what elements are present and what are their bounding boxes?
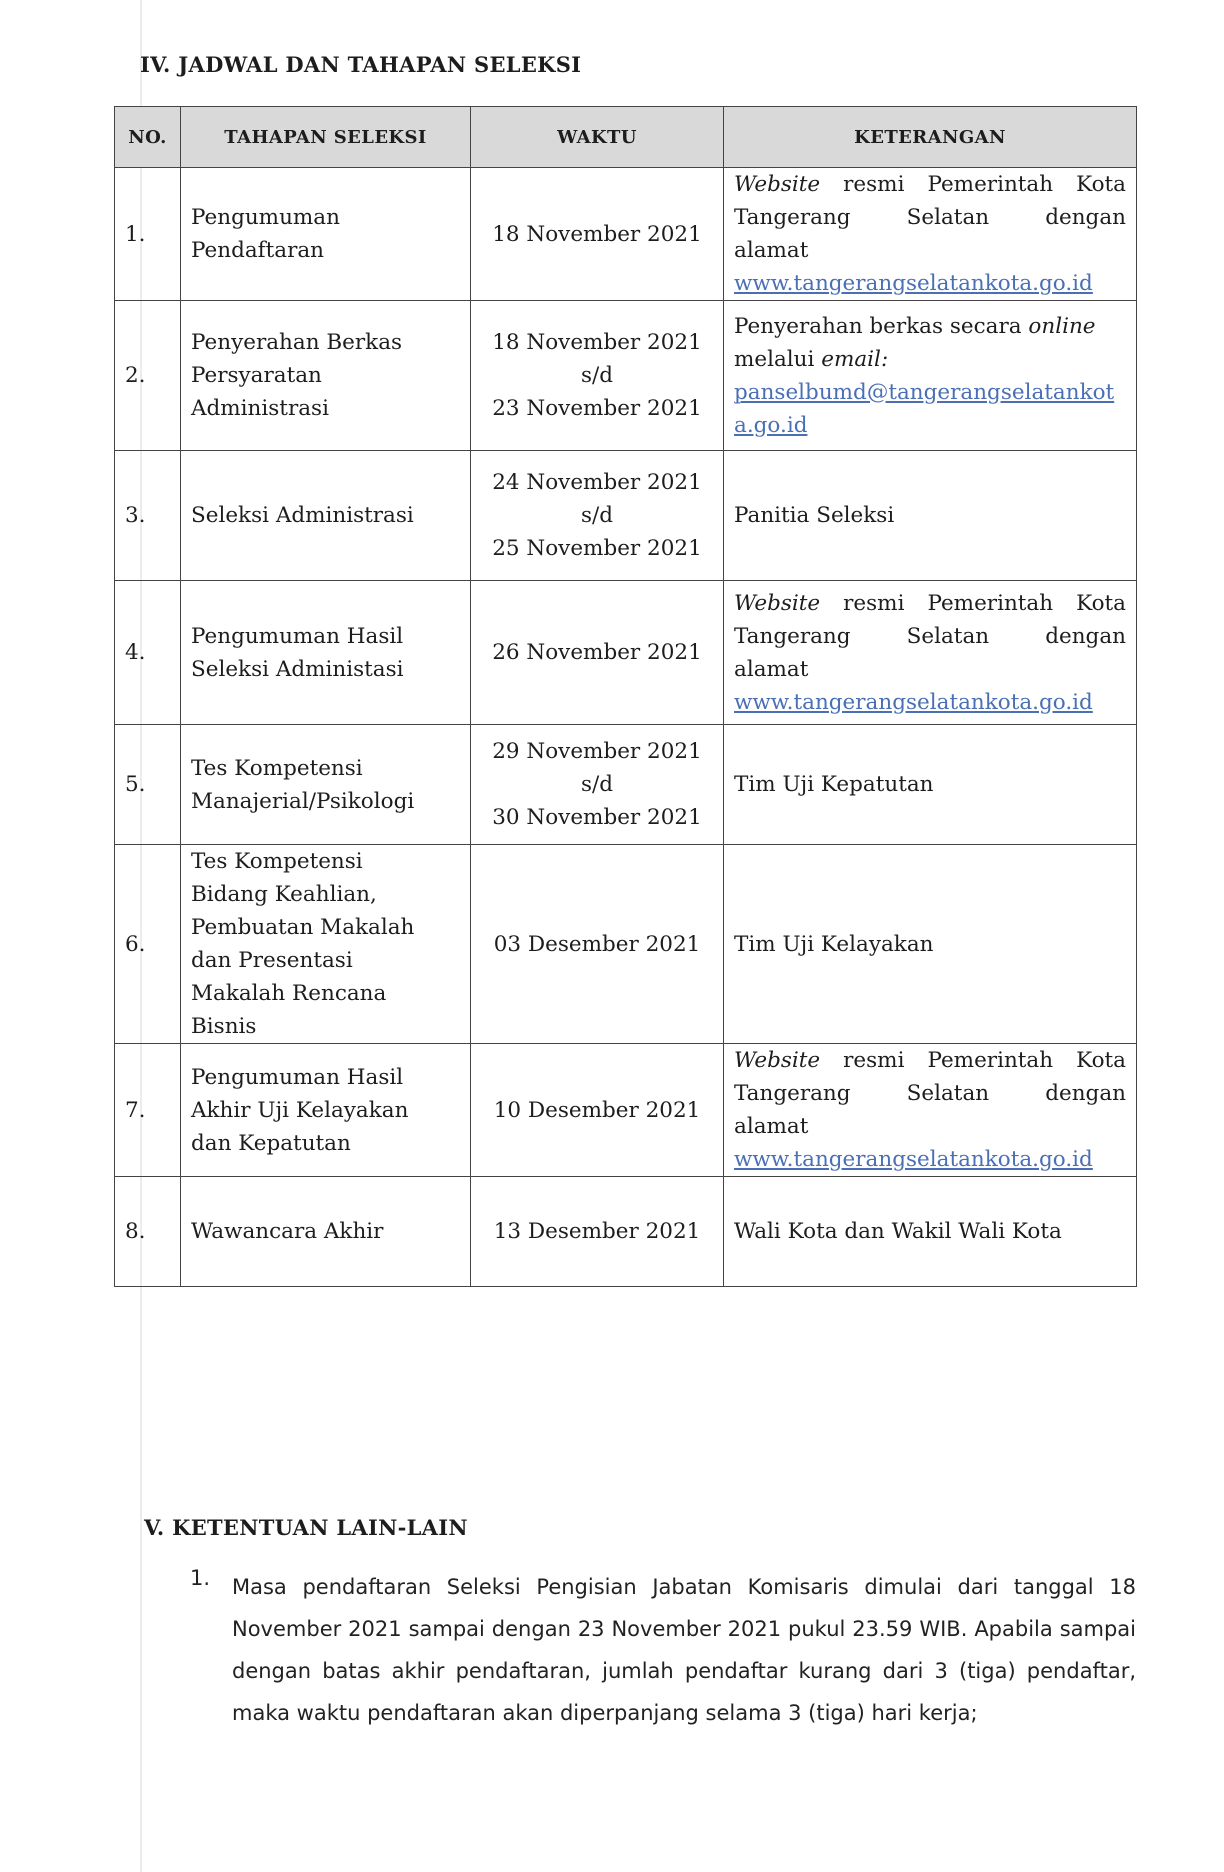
- list-item-number: 1.: [190, 1566, 211, 1590]
- waktu-line: 13 Desember 2021: [493, 1219, 701, 1244]
- cell-no: 2.: [115, 301, 181, 451]
- cell-tahapan: [181, 1177, 471, 1287]
- cell-keterangan: [724, 1177, 1137, 1287]
- waktu-line: 10 Desember 2021: [493, 1097, 701, 1123]
- tahapan-line: Seleksi Administrasi: [191, 503, 414, 528]
- table-row: [115, 1044, 1137, 1177]
- cell-waktu: [471, 168, 724, 301]
- table-row: [115, 168, 1137, 301]
- keterangan-line: alamat: [734, 656, 809, 682]
- cell-keterangan: [724, 845, 1137, 1044]
- cell-waktu: [471, 1177, 724, 1287]
- cell-keterangan: [724, 725, 1137, 845]
- cell-no: 6.: [115, 845, 181, 1044]
- ketentuan-list: [190, 1566, 1136, 1734]
- cell-keterangan: [724, 168, 1137, 301]
- section-title-jadwal: IV. JADWAL DAN TAHAPAN SELEKSI: [140, 52, 582, 77]
- keterangan-text: Tim Uji Kepatutan: [734, 772, 934, 797]
- tahapan-line: Pengumuman: [191, 205, 340, 230]
- header-waktu: WAKTU: [471, 107, 724, 168]
- tahapan-line: dan Kepatutan: [191, 1130, 351, 1156]
- tahapan-line: Makalah Rencana: [191, 981, 387, 1006]
- waktu-line: 29 November 2021: [492, 739, 702, 764]
- cell-no: 8.: [115, 1177, 181, 1287]
- schedule-table-body: [115, 168, 1137, 1287]
- website-word: Website: [734, 590, 821, 616]
- keterangan-text: Tim Uji Kelayakan: [734, 931, 934, 957]
- header-keterangan: KETERANGAN: [724, 107, 1137, 168]
- keterangan-line: [734, 168, 1126, 201]
- cell-no: 7.: [115, 1044, 181, 1177]
- keterangan-text: Penyerahan berkas secara: [734, 313, 1022, 339]
- cell-tahapan: [181, 301, 471, 451]
- tahapan-line: Pengumuman Hasil: [191, 1064, 404, 1090]
- cell-no: 3.: [115, 451, 181, 581]
- tahapan-line: Persyaratan: [191, 363, 322, 388]
- keterangan-line: [734, 343, 1126, 376]
- section-title-ketentuan: V. KETENTUAN LAIN-LAIN: [144, 1515, 468, 1540]
- waktu-line: 25 November 2021: [492, 536, 702, 561]
- list-item: [190, 1566, 1136, 1734]
- email-word: email: [821, 346, 881, 372]
- waktu-line: 18 November 2021: [492, 221, 702, 247]
- cell-no: 1.: [115, 168, 181, 301]
- keterangan-text: resmi Pemerintah Kota: [843, 172, 1126, 197]
- keterangan-text: Panitia Seleksi: [734, 503, 895, 528]
- waktu-line: 03 Desember 2021: [493, 931, 701, 957]
- header-tahapan: TAHAPAN SELEKSI: [181, 107, 471, 168]
- cell-no: 5.: [115, 725, 181, 845]
- waktu-line: 30 November 2021: [492, 805, 702, 830]
- cell-keterangan: [724, 581, 1137, 725]
- waktu-line: s/d: [580, 363, 614, 388]
- cell-waktu: [471, 1044, 724, 1177]
- keterangan-line: Tangerang Selatan dengan: [734, 205, 1126, 230]
- email-link[interactable]: panselbumd@tangerangselatankota.go.id: [734, 379, 1115, 438]
- tahapan-line: Pembuatan Makalah: [191, 915, 415, 940]
- tahapan-line: Seleksi Administasi: [191, 656, 404, 682]
- cell-waktu: [471, 581, 724, 725]
- table-row: [115, 1177, 1137, 1287]
- cell-waktu: [471, 301, 724, 451]
- keterangan-line: Tangerang Selatan dengan: [734, 623, 1126, 649]
- cell-tahapan: [181, 725, 471, 845]
- keterangan-line: alamat: [734, 1114, 809, 1139]
- tahapan-line: Bisnis: [191, 1014, 257, 1039]
- keterangan-line: Tangerang Selatan dengan: [734, 1081, 1126, 1106]
- tahapan-line: Tes Kompetensi: [191, 755, 363, 781]
- tahapan-line: Tes Kompetensi: [191, 849, 363, 874]
- schedule-table: [114, 106, 1137, 1287]
- table-row: [115, 301, 1137, 451]
- keterangan-text: resmi Pemerintah Kota: [843, 1048, 1126, 1073]
- website-word: Website: [734, 172, 821, 197]
- tahapan-line: Manajerial/Psikologi: [191, 788, 415, 814]
- waktu-line: 18 November 2021: [492, 330, 702, 355]
- tahapan-line: dan Presentasi: [191, 948, 353, 973]
- cell-waktu: [471, 451, 724, 581]
- website-link[interactable]: www.tangerangselatankota.go.id: [734, 1147, 1093, 1172]
- email-colon: :: [880, 346, 889, 372]
- website-word: Website: [734, 1048, 821, 1073]
- cell-keterangan: [724, 301, 1137, 451]
- waktu-line: 26 November 2021: [492, 640, 702, 665]
- tahapan-line: Administrasi: [191, 396, 329, 421]
- waktu-line: s/d: [580, 772, 614, 797]
- table-row: [115, 581, 1137, 725]
- tahapan-line: Pendaftaran: [191, 238, 325, 263]
- keterangan-line: [734, 1044, 1126, 1077]
- cell-waktu: [471, 725, 724, 845]
- cell-waktu: [471, 845, 724, 1044]
- list-item-text: Masa pendaftaran Seleksi Pengisian Jabatan Komisaris dimulai dari tanggal 18 November 2021 sampai dengan 23 November 2021 pukul 23.59 WIB. Apabila sampai dengan batas akhir pendaftaran, jumlah pendaftar kurang dari 3 (tiga) pendaftar, maka waktu pendaftaran akan diperpanjang selama 3 (tiga) hari kerja;: [232, 1575, 1136, 1725]
- tahapan-line: Pengumuman Hasil: [191, 623, 404, 649]
- table-row: [115, 725, 1137, 845]
- keterangan-line: alamat: [734, 238, 809, 263]
- tahapan-line: Akhir Uji Kelayakan: [191, 1097, 409, 1123]
- cell-keterangan: [724, 1044, 1137, 1177]
- cell-tahapan: [181, 845, 471, 1044]
- waktu-line: 24 November 2021: [492, 470, 702, 495]
- keterangan-text: melalui: [734, 346, 815, 372]
- cell-no: 4.: [115, 581, 181, 725]
- tahapan-line: Bidang Keahlian,: [191, 882, 377, 907]
- keterangan-text: resmi Pemerintah Kota: [843, 590, 1126, 616]
- table-header-row: [115, 107, 1137, 168]
- online-word: online: [1028, 313, 1096, 339]
- waktu-line: s/d: [580, 503, 614, 528]
- keterangan-line: [734, 587, 1126, 620]
- website-link[interactable]: www.tangerangselatankota.go.id: [734, 689, 1093, 715]
- cell-keterangan: [724, 451, 1137, 581]
- cell-tahapan: [181, 451, 471, 581]
- header-no: NO.: [115, 107, 181, 168]
- keterangan-text: Wali Kota dan Wakil Wali Kota: [734, 1219, 1062, 1244]
- tahapan-line: Wawancara Akhir: [191, 1219, 384, 1244]
- keterangan-line: [734, 310, 1126, 343]
- table-row: [115, 845, 1137, 1044]
- website-link[interactable]: www.tangerangselatankota.go.id: [734, 271, 1093, 296]
- table-row: [115, 451, 1137, 581]
- cell-tahapan: [181, 1044, 471, 1177]
- cell-tahapan: [181, 581, 471, 725]
- cell-tahapan: [181, 168, 471, 301]
- waktu-line: 23 November 2021: [492, 396, 702, 421]
- tahapan-line: Penyerahan Berkas: [191, 330, 403, 355]
